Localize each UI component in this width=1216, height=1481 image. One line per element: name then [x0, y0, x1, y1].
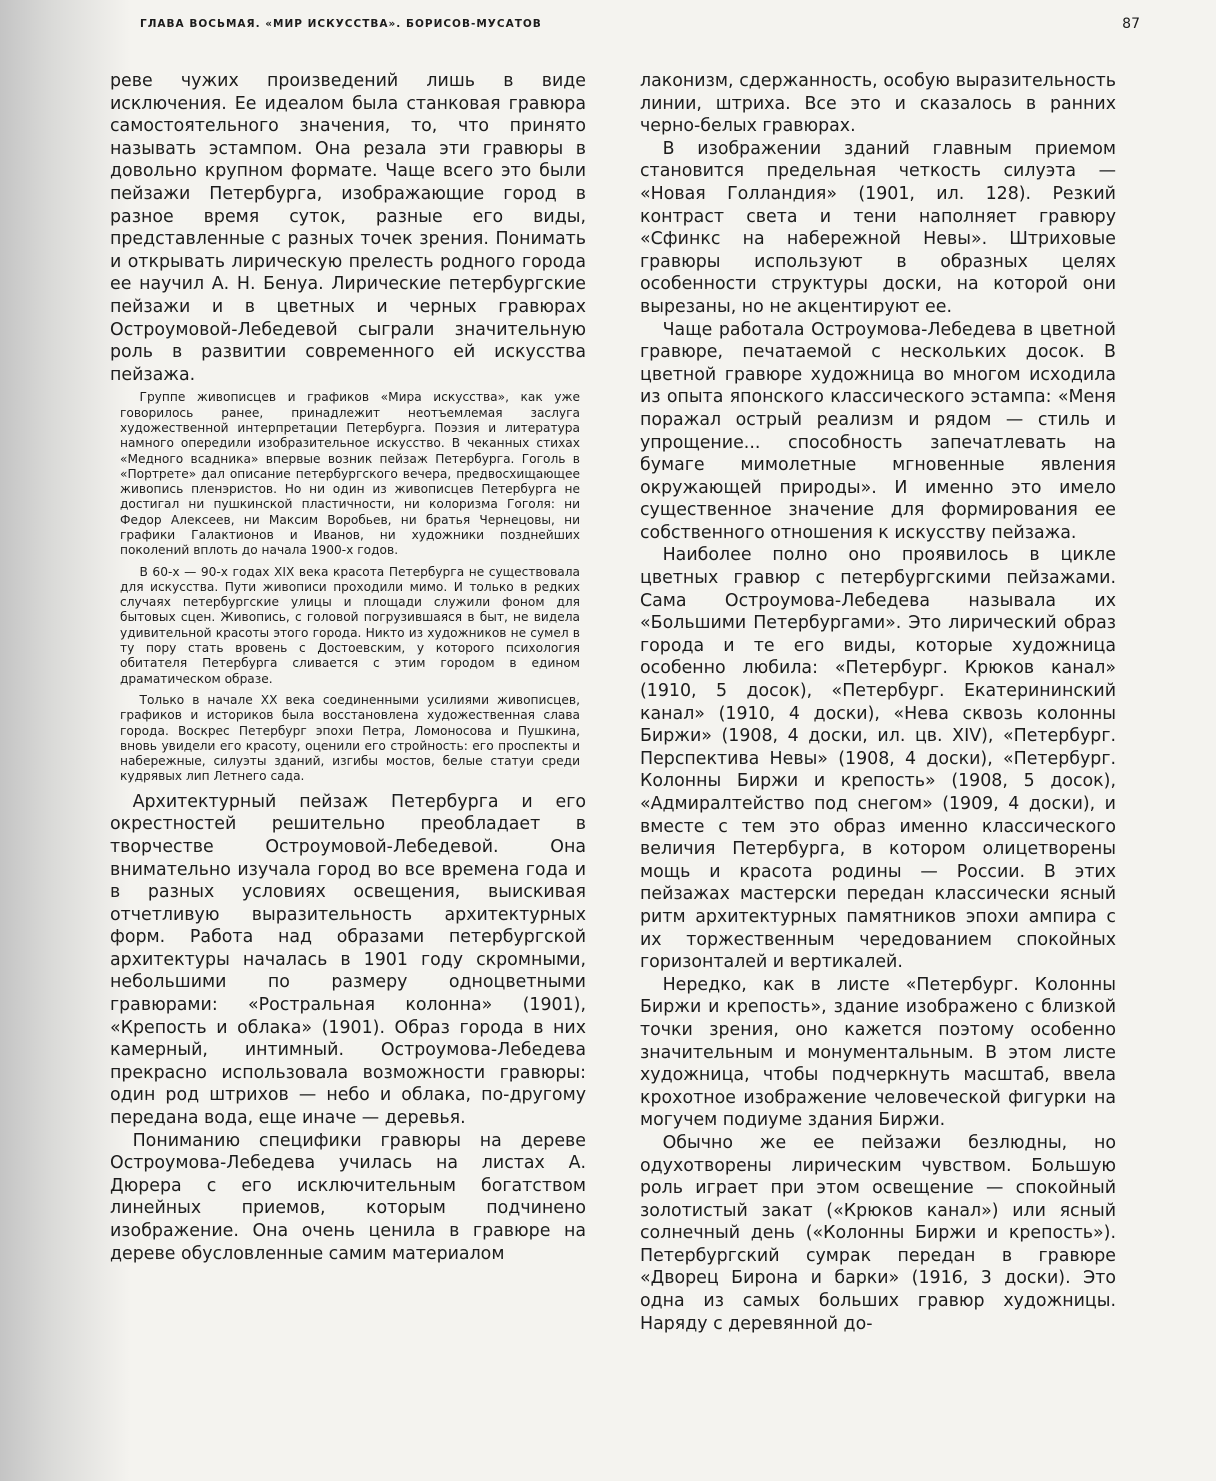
- footnote-paragraph: В 60-х — 90-х годах XIX века красота Петербурга не существовала для искусства. Пути живописи проходили мимо. И только в редких случаях петербургские улицы и площади служили фоном для бытовых сцен. Живопись, с головой погрузившаяся в быт, не видела удивительной красоты этого города. Никто из художников не сумел в ту пору стать вровень с Достоевским, у которого психология обитателя Петербурга сливается с этим городом в едином драматическом образе.: [120, 564, 580, 686]
- left-column: [110, 70, 586, 1265]
- page-header: [140, 16, 1140, 36]
- paragraph: Пониманию специфики гравюры на дереве Остроумова-Лебедева училась на листах А. Дюрера с его исключительным богатством линейных приемов, которым подчинено изображение. Она очень ценила в гравюре на дереве обусловленные самим материалом: [110, 1130, 586, 1264]
- paragraph: Чаще работала Остроумова-Лебедева в цветной гравюре, печатаемой с нескольких досок. В цветной гравюре художница во многом исходила из опыта японского классического эстампа: «Меня поражал острый реализм и рядом — стиль и упрощение... способность запечатлевать на бумаге мимолетные мгновенные явления окружающей природы». И именно это имело существенное значение для формирования ее собственного отношения к искусству пейзажа.: [640, 319, 1116, 543]
- running-head: ГЛАВА ВОСЬМАЯ. «МИР ИСКУССТВА». БОРИСОВ-МУСАТОВ: [140, 18, 542, 30]
- right-column: [640, 70, 1116, 1335]
- footnote-paragraph: Группе живописцев и графиков «Мира искусства», как уже говорилось ранее, принадлежит неотъемлемая заслуга художественной интерпретации Петербурга. Поэзия и литература намного опередили изобразительное искусство. В чеканных стихах «Медного всадника» впервые возник пейзаж Петербурга. Гоголь в «Портрете» дал описание петербургского вечера, предвосхищающее живопись пленэристов. Но ни один из живописцев Петербурга не достигал ни пушкинской пластичности, ни колоризма Гоголя: ни Федор Алексеев, ни Максим Воробьев, ни братья Чернецовы, ни графики Галактионов и Иванов, ни художники позднейших поколений вплоть до начала 1900-х годов.: [120, 390, 580, 558]
- paragraph: Обычно же ее пейзажи безлюдны, но одухотворены лирическим чувством. Большую роль играет при этом освещение — спокойный золотистый закат («Крюков канал») или ясный солнечный день («Колонны Биржи и крепость»). Петербургский сумрак передан в гравюре «Дворец Бирона и барки» (1916, 3 доски). Это одна из самых больших гравюр художницы. Наряду с деревянной до-: [640, 1132, 1116, 1334]
- paragraph: Нередко, как в листе «Петербург. Колонны Биржи и крепость», здание изображено с близкой точки зрения, оно кажется поэтому особенно значительным и монументальным. В этом листе художница, чтобы подчеркнуть масштаб, ввела крохотное изображение человеческой фигурки на могучем подиуме здания Биржи.: [640, 974, 1116, 1131]
- paragraph: Наиболее полно оно проявилось в цикле цветных гравюр с петербургскими пейзажами. Сама Остроумова-Лебедева называла их «Большими Петербургами». Это лирический образ города и те его виды, которые художница особенно любила: «Петербург. Крюков канал» (1910, 5 досок), «Петербург. Екатерининский канал» (1910, 4 доски), «Нева сквозь колонны Биржи» (1908, 4 доски, ил. цв. XIV), «Петербург. Перспектива Невы» (1908, 4 доски), «Петербург. Колонны Биржи и крепость» (1908, 5 досок), «Адмиралтейство под снегом» (1909, 4 доски), и вместе с тем это образ именно классического величия Петербурга, в котором олицетворены мощь и красота родины — России. В этих пейзажах мастерски передан классически ясный ритм архитектурных памятников эпохи ампира с их торжественным чередованием спокойных горизонталей и вертикалей.: [640, 545, 1116, 973]
- page-number: 87: [1122, 16, 1140, 32]
- paragraph: Архитектурный пейзаж Петербурга и его окрестностей решительно преобладает в творчестве Остроумовой-Лебедевой. Она внимательно изучала город во все времена года и в разных условиях освещения, выискивая отчетливую выразительность архитектурных форм. Работа над образами петербургской архитектуры началась в 1901 году скромными, небольшими по размеру одноцветными гравюрами: «Ростральная колонна» (1901), «Крепость и облака» (1901). Образ города в них камерный, интимный. Остроумова-Лебедева прекрасно использовала возможности гравюры: один род штрихов — небо и облака, по-другому передана вода, еще иначе — деревья.: [110, 791, 586, 1129]
- paragraph: реве чужих произведений лишь в виде исключения. Ее идеалом была станковая гравюра самостоятельного значения, то, что принято называть эстампом. Она резала эти гравюры в довольно крупном формате. Чаще всего это были пейзажи Петербурга, изображающие город в разное время суток, разные его виды, представленные с разных точек зрения. Понимать и открывать лирическую прелесть родного города ее научил А. Н. Бенуа. Лирические петербургские пейзажи и в цветных и черных гравюрах Остроумовой-Лебедевой сыграли значительную роль в развитии современного ей искусства пейзажа.: [110, 71, 586, 385]
- paragraph: В изображении зданий главным приемом становится предельная четкость силуэта — «Новая Голландия» (1901, ил. 128). Резкий контраст света и тени наполняет гравюру «Сфинкс на набережной Невы». Штриховые гравюры используют в образных целях особенности структуры доски, на которой они вырезаны, но не акцентируют ее.: [640, 138, 1116, 317]
- footnote-paragraph: Только в начале XX века соединенными усилиями живописцев, графиков и историков была восстановлена художественная слава города. Воскрес Петербург эпохи Петра, Ломоносова и Пушкина, вновь увидели его красоту, оценили его стройность: его проспекты и набережные, силуэты зданий, изгибы мостов, белые статуи среди кудрявых лип Летнего сада.: [120, 692, 580, 784]
- paragraph: лаконизм, сдержанность, особую выразительность линии, штриха. Все это и сказалось в ранних черно-белых гравюрах.: [640, 71, 1116, 137]
